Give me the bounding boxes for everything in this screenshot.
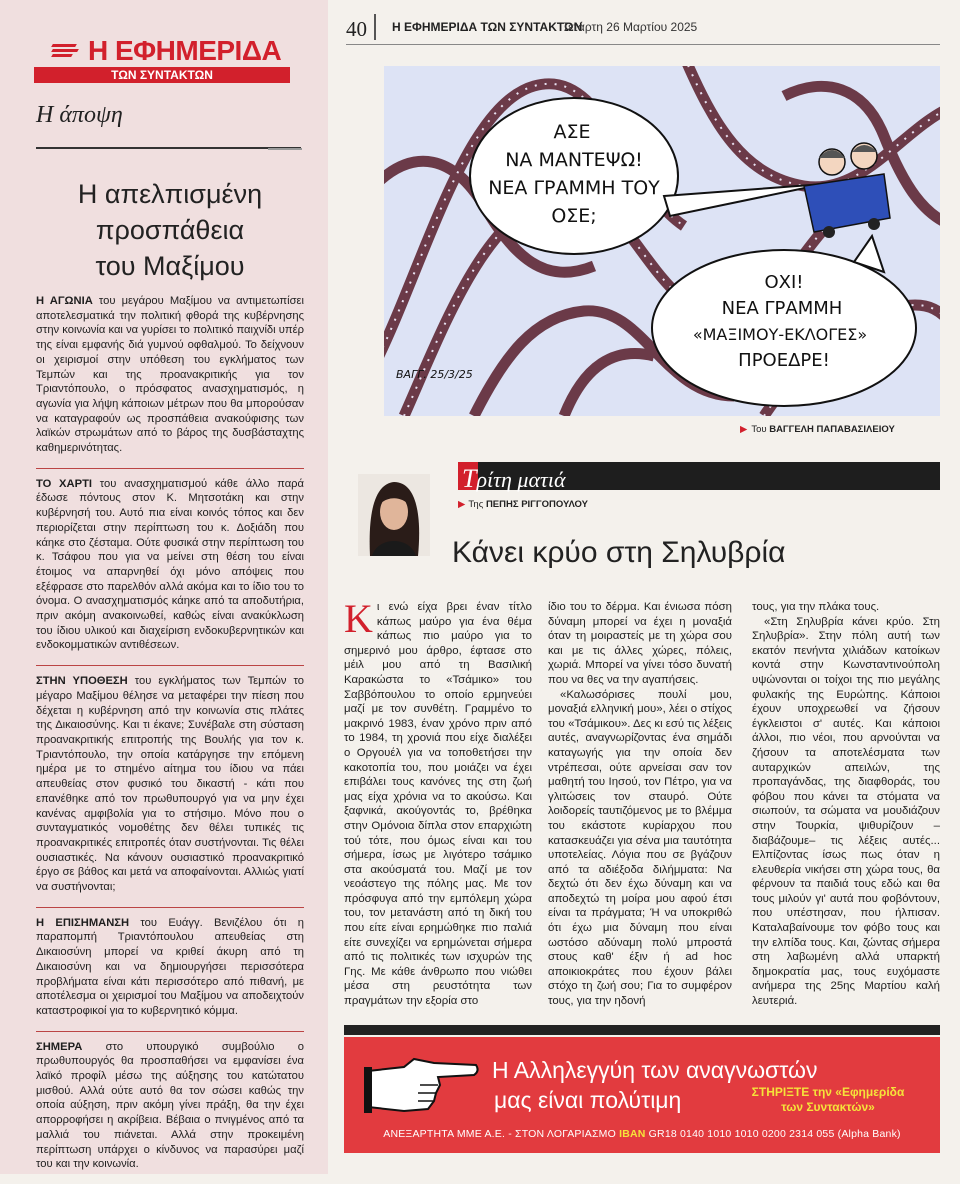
header-rule	[346, 44, 940, 45]
ad-support-line: των Συντακτών»	[781, 1100, 875, 1114]
article-paragraph	[344, 596, 532, 1009]
bubble2-line: ΝΕΑ ΓΡΑΜΜΗ	[721, 298, 843, 319]
bubble2-line: ΟΧΙ!	[764, 272, 804, 293]
paragraph-text: του ανασχηματισμού κάθε άλλο παρά έδωσε πόντους στον Κ. Μητσοτάκη και στην κυβέρνησή του. Αυτό πια είναι κοινός τόπος και δεν περιορίζεται στην περίπτωση του κ. Δοξιάδη που κάηκε στο ζέσταμα. Ούτε φυσικά στην περίπτωση του κ. Τσάφου που για να μείνει στη θέση του είναι έτοιμος να απαρνηθεί όχι μόνο απόψεις που εξέφρασε στο παρελθόν αλλά ακόμα και το ίδιο του το όνομα. Ο ανασχηματισμός κάηκε από τα αποδυτήρια, πριν ακόμη ανακοινωθεί, καθώς είναι ανακύκλωση του ίδιου υλικού και διαχείριση ενδοκυβερνητικών και ενδοκομματικών αντιθέσεων.	[36, 477, 304, 652]
paragraph-text: στο υπουργικό συμβούλιο ο πρωθυπουργός θα προσπαθήσει να εμφανίσει ένα λαϊκό προφίλ μέσω της αύξησης του κατώτατου μισθού. Αλλά ούτε αυτό θα τον σώσει καθώς την οποία αύξηση, πριν ακόμη γίνει πράξη, θα την έχει απορροφήσει η ακρίβεια. Βέβαια ο πνιγμένος από τα μαλλιά του πιάνεται. Αλλά στην προκειμένη περίπτωση υπάρχει ο κίνδυνος να παρασύρει μαζί του και την κοινωνία.	[36, 1040, 304, 1171]
article-text: ι ενώ είχα βρει έναν τίτλο κάπως μαύρο για ένα θέμα κάπως πιο μαύρο για το σημερινό μου άρθρο, έφτασε στο μέιλ μου από τη Βασιλική Καρακώστα το «Τσάμικο» του Σαββόπουλου το οποίο ερμηνεύει μαζί με τον συνθέτη. Γραμμένο το μακρινό 1983, έναν χρόνο πριν από το 1984, τη χρονιά που είχε διαλέξει ο Οργουέλ για να τοποθετήσει την κακοτοπία του, που μοιάζει να έχει επιβάλει τους κανόνες της στη ζωή μας είχα χρόνια να το ακούσω. Και ξαφνικά, ακούγοντάς το, βρέθηκα στην Ομόνοια δίπλα στον επαρχιώτη τού τότε, που όμως είναι και του σήμερα, ίσως με λιγότερο τσάμικο στα ακούσματά του. Μαζί με τον νεοάστεγο της πόλης μας. Με τον πρόσφυγα από την εμπόλεμη χώρα του, τον μετανάστη από τη δική του που είτε είναι ερημώθηκε πιο παλιά είτε συνεχίζει να ερημώνεται σήμερα από τις πολιτικές των ισχυρών της Γης. Με κάθε άνθρωπο που νιώθει μέσα στη ρευστότητα των πραγμάτων την εξορία στο	[344, 601, 532, 1008]
credit-prefix: Του	[751, 424, 767, 435]
paragraph-text: του Ευάγγ. Βενιζέλου ότι η παραπομπή Τριαντόπουλου απευθείας στη Δικαιοσύνη μπορεί να κριθεί άκυρη από τη Δικαιοσύνη και να δημιουργήσει περισσότερα προβλήματα είναι κάτι περισσότερο από πιθανή, με αποτέλεσμα οι χειρισμοί του Μαξίμου να αποδειχτούν καταστροφικοί για το κυβερνητικό κόμμα.	[36, 916, 305, 1017]
arrow-right-icon: ▶	[740, 424, 748, 435]
byline-name: ΠΕΠΗΣ ΡΙΓΓΟΠΟΥΛΟΥ	[485, 499, 588, 510]
section-rule-accent	[268, 148, 302, 150]
ad-bank: (Alpha Bank)	[837, 1128, 901, 1140]
cartoon-credit	[740, 424, 895, 435]
masthead-stripes-icon	[52, 43, 80, 59]
paragraph-lead: Η ΕΠΙΣΗΜΑΝΣΗ	[36, 916, 130, 929]
paragraph-lead: ΣΗΜΕΡΑ	[36, 1040, 83, 1053]
ad-support-text	[728, 1085, 928, 1115]
column-name	[462, 464, 566, 494]
opinion-paragraph	[36, 674, 304, 895]
arrow-right-icon: ▶	[458, 499, 466, 510]
section-rule	[36, 147, 301, 149]
bubble1-line: ΑΣΕ	[553, 121, 591, 143]
ad-title-line2: μας είναι πολύτιμη	[494, 1087, 682, 1113]
opinion-paragraph	[36, 916, 304, 1019]
masthead-title: Η ΕΦΗΜΕΡΙΔΑ	[88, 35, 282, 66]
masthead-subtitle: ΤΩΝ ΣΥΝΤΑΚΤΩΝ	[34, 67, 290, 83]
paragraph-text: του μεγάρου Μαξίμου να αντιμετωπίσει αποτελεσματικά την πολιτική φθορά της κυβέρνησης στην κοινωνία και να γυρίσει το πολιτικό παιχνίδι υπέρ της είναι εμφανής διά γυμνού οφθαλμού. Το δείχνουν οι χειρισμοί στην υπόθεση του εγκλήματος των Τεμπών και της προανακριτικής για τον Τριαντόπουλο, ο πρόσφατος ανασχηματισμός, η αγωνία για λήψη κάποιων μέτρων που θα μπορούσαν να καταγραφούν ως προσπάθεια ανακούφισης των λαϊκών στρωμάτων από το βάρος της δυσβάσταχτης καθημερινότητας.	[36, 295, 304, 455]
opinion-headline-line: του Μαξίμου	[95, 251, 245, 281]
editorial-cartoon	[384, 66, 940, 416]
column-byline	[458, 499, 588, 510]
author-photo	[358, 474, 430, 556]
paragraph-divider	[36, 468, 304, 469]
paragraph-text: του εγκλήματος των Τεμπών το μέγαρο Μαξίμου θέλησε να μεταφέρει την πίεση που δέχεται η κυβέρνηση από την κοινωνία στις πλάτες της Δικαιοσύνης. Και τι έκανε; Συνέβαλε στη σύσταση προανακριτικής επιτροπής της Βουλής για τον κ. Τριαντόπουλο, την οποία κατάργησε την επόμενη ημέρα με το στημένο αίτημα του ίδιου να πάει απευθείας στον φυσικό του δικαστή - κάτι που επανέθηκε από τον πρωθυπουργό για να μην έχει κανένας αμφιβολία για το στήσιμο. Μόνο που ο συνταγματικός νομοθέτης δεν θέλει τυπικές τις προανακριτικές επιτροπές όταν συστήνονται. Τις θέλει ουσιαστικές. Να κάνουν ουσιαστικό προανακριτικό έργο σε βάθος και μετά να αποφαίνονται. Αλλιώς γιατί να συστήνονται;	[36, 675, 305, 894]
ad-support-line: ΣΤΗΡΙΞΤΕ την «Εφημερίδα	[751, 1085, 905, 1099]
paragraph-divider	[36, 1031, 304, 1032]
ad-iban-label: IBAN	[619, 1128, 646, 1140]
ad-account-line	[344, 1128, 940, 1140]
opinion-headline	[36, 176, 304, 284]
page-number: 40	[346, 17, 367, 41]
cartoon-drawing	[384, 66, 940, 416]
paragraph-divider	[36, 665, 304, 666]
ad-account-text: ΑΝΕΞΑΡΤΗΤΑ ΜΜΕ Α.Ε. - ΣΤΟΝ ΛΟΓΑΡΙΑΣΜΟ	[383, 1128, 616, 1140]
article-paragraph: «Στη Σηλυβρία κάνει κρύο. Στη Σηλυβρία». Στην πόλη αυτή των εκατόν πενήντα χιλιάδων κατοίκων κοντά στην Κωνσταντινούπολη υψώνονται οι τοίχοι της πιο μεγάλης φυλακής της Ευρώπης. Κάποιοι έχουν υποχρεωθεί να ζήσουν έγκλειστοι σ' αυτές. Και κάποιοι άλλοι, πιο νέοι, που αρνούνται να ζήσουν τα αποτελέσματα των αυταρχικών απειλών, της προπαγάνδας, της διαφθοράς, του φόβου που κάνει τα στόματα να σιωπούν, τα σώματα να μουδιάζουν στην Τουρκία, ψιθυρίζουν –διαβάζουμε– τις λέξεις αυτές... Ελπίζοντας ίσως πως όταν η ελευθερία νικήσει στη χώρα τους, θα φέρνουν τα παιδιά τους εδώ και θα τους μιλούν γι' αυτά που φοβόντουν, που υπέστησαν, που ήλπισαν. Καταλαβαίνουμε τον φόβο τους και την ελπίδα τους. Και, ζώντας σήμερα στη λαβωμένη αλλά υπαρκτή δημοκρατία μας, τους ευχόμαστε ανήμερα της 25ης Μαρτίου καλή λευτεριά.	[752, 615, 940, 1008]
bubble1-line: ΝΑ ΜΑΝΤΕΨΩ!	[505, 149, 643, 171]
opinion-column	[0, 0, 328, 1174]
header-separator	[374, 14, 376, 40]
article-column-3	[752, 600, 940, 1009]
bubble2-line: «ΜΑΞΙΜΟΥ-ΕΚΛΟΓΕΣ»	[692, 325, 868, 344]
credit-name: ΒΑΓΓΕΛΗ ΠΑΠΑΒΑΣΙΛΕΙΟΥ	[769, 424, 895, 435]
bubble1-line: ΝΕΑ ΓΡΑΜΜΗ ΤΟΥ	[488, 177, 660, 199]
running-head-date: Τετάρτη 26 Μαρτίου 2025	[562, 20, 698, 34]
column-name-rest: ρίτη ματιά	[476, 467, 566, 492]
pointing-hand-icon	[364, 1049, 480, 1119]
running-head-paper: Η ΕΦΗΜΕΡΙΔΑ ΤΩΝ ΣΥΝΤΑΚΤΩΝ	[392, 20, 583, 34]
drop-cap: Κ	[344, 596, 373, 641]
opinion-paragraph	[36, 477, 304, 653]
byline-prefix: Της	[468, 499, 484, 510]
opinion-paragraph	[36, 1040, 304, 1172]
opinion-paragraph	[36, 294, 304, 456]
opinion-headline-line: Η απελπισμένη	[77, 179, 263, 209]
ad-top-bar	[344, 1025, 940, 1035]
masthead	[34, 36, 324, 83]
article-column-2	[548, 600, 732, 1009]
solidarity-ad	[344, 1037, 940, 1153]
column-headline: Κάνει κρύο στη Σηλυβρία	[452, 536, 786, 569]
article-paragraph: «Καλωσόρισες πουλί μου, μοναξιά ελληνική μου», λέει ο στίχος του «Τσάμικου». Δες κι εσύ τις λέξεις αυτές, αναγνωρίζοντας ένα σημάδι καταγωγής για την οποία δεν ντρέπεσαι, ούτε αρνείσαι σαν τον μαθητή του Ιησού, τον Πέτρο, για να γλιτώσεις τον σταυρό. Ούτε λοιδορείς ταυτιζόμενος με το βλέμμα του εκάστοτε κυρίαρχου που κατασκευάζει για σένα μια ταυτότητα υποτελείας. Λόγια που σε βγάζουν από τα αδιέξοδα διλήμματα: Να δεχτώ ότι δεν έχω δύναμη και να αποδεχτώ τη μοίρα μου αφού έτσι είναι τα πράγματα; Ή να υποκριθώ ότι έχω μια δύναμη που είναι ωστόσο αδύναμη πολύ μπροστά στους καθ' έξιν ή ad hoc αποικιοκράτες που έχουν βάλει στόχο τη ζωή σου; Για το συμφέρον τους, για την ηδονή	[548, 688, 732, 1008]
article-column-1	[344, 596, 532, 1009]
paragraph-lead: Η ΑΓΩΝΙΑ	[36, 295, 93, 307]
ad-title-line1: Η Αλληλεγγύη των αναγνωστών	[492, 1057, 818, 1083]
masthead-logo	[34, 36, 324, 66]
opinion-body	[36, 294, 304, 1184]
bubble2-line: ΠΡΟΕΔΡΕ!	[738, 350, 830, 371]
paragraph-lead: ΣΤΗΝ ΥΠΟΘΕΣΗ	[36, 675, 128, 688]
column-name-first: Τ	[462, 464, 477, 493]
opinion-headline-line: προσπάθεια	[95, 215, 245, 245]
section-title: Η άποψη	[36, 102, 123, 128]
cartoon-signature: ΒΑΓΓ. 25/3/25	[396, 368, 473, 381]
ad-iban-number: GR18 0140 1010 1010 0200 2314 055	[648, 1128, 835, 1140]
article-paragraph: ίδιο του το δέρμα. Και ένιωσα πόση δύναμη μπορεί να έχει η μοναξιά όταν τη μοιραστείς με τη χώρα σου και με τις άλλες χώρες, πόλεις, χωριά. Μπορεί να γίνει τόσο δυνατή που να θες να την αγαπήσεις.	[548, 601, 732, 686]
paragraph-lead: ΤΟ ΧΑΡΤΙ	[36, 477, 93, 490]
paragraph-divider	[36, 907, 304, 908]
article-paragraph: τους, για την πλάκα τους.	[752, 601, 880, 613]
bubble1-line: ΟΣΕ;	[551, 205, 597, 227]
coaster-cart-icon	[804, 143, 890, 238]
